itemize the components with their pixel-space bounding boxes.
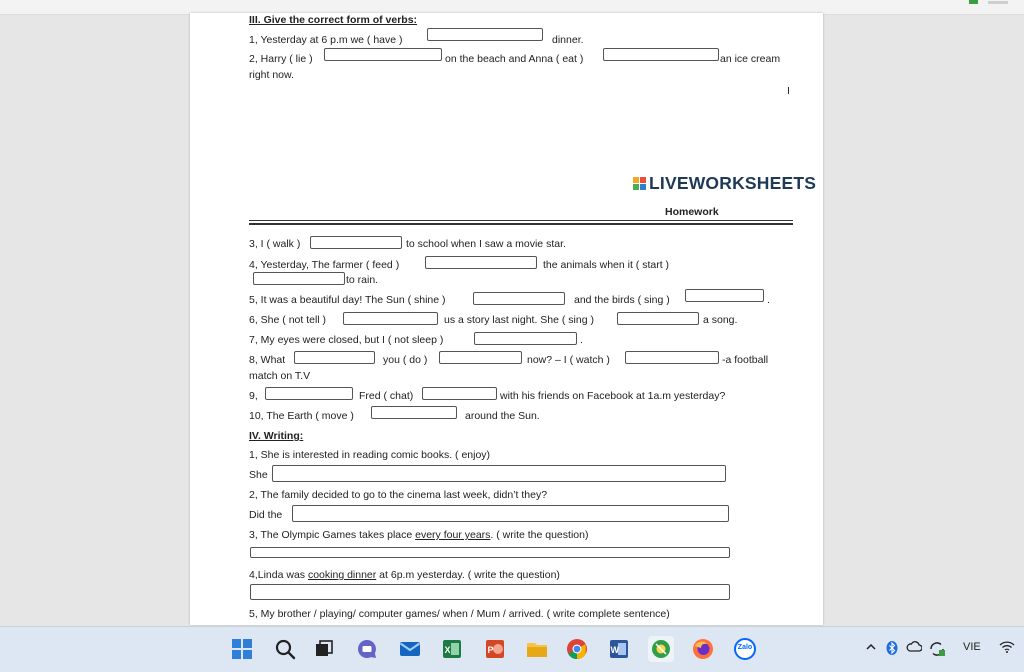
teams-chat-icon[interactable] — [354, 636, 380, 662]
svg-text:X: X — [444, 645, 451, 655]
w1-text: 1, She is interested in reading comic books. ( enjoy) — [249, 449, 491, 461]
w3-answer-input[interactable] — [250, 547, 730, 558]
q9-answer-input-2[interactable] — [422, 387, 497, 400]
extension-icon[interactable] — [969, 0, 978, 4]
worksheet-page — [190, 13, 823, 625]
q6-text-b: us a story last night. She ( sing ) — [444, 314, 594, 326]
zalo-label: Zalo — [737, 644, 753, 651]
q8-text-d: -a football — [722, 354, 769, 366]
q3-answer-input[interactable] — [310, 236, 402, 249]
w3-text: 3, The Olympic Games takes place every four years. ( write the question) — [249, 529, 589, 541]
windows-start-icon[interactable] — [229, 636, 255, 662]
excel-icon[interactable] — [439, 636, 465, 662]
task-view-icon[interactable] — [311, 636, 337, 662]
q1-answer-input[interactable] — [427, 28, 543, 41]
search-icon[interactable] — [272, 636, 298, 662]
q4-text-c: to rain. — [346, 274, 379, 286]
q4-answer-input-2[interactable] — [253, 272, 345, 285]
wifi-icon[interactable] — [999, 641, 1015, 656]
q6-answer-input-2[interactable] — [617, 312, 699, 325]
q3-text-a: 3, I ( walk ) — [249, 238, 301, 250]
coccoc-browser-icon[interactable] — [648, 636, 674, 662]
q2-answer-input-1[interactable] — [324, 48, 442, 61]
language-indicator[interactable]: VIE — [963, 641, 981, 653]
q8-text-c: now? – I ( watch ) — [527, 354, 610, 366]
liveworksheets-logo — [633, 173, 816, 193]
divider-bottom — [249, 223, 793, 225]
logo-text: LIVEWORKSHEETS — [649, 172, 817, 193]
q8-text-b: you ( do ) — [383, 354, 428, 366]
divider-top — [249, 220, 793, 221]
w2-prefix: Did the — [249, 509, 283, 521]
w2-text: 2, The family decided to go to the cinema last week, didn’t they? — [249, 489, 548, 501]
w4-text: 4,Linda was cooking dinner at 6p.m yesterday. ( write the question) — [249, 569, 560, 581]
q6-text-c: a song. — [703, 314, 738, 326]
q2-text-c: an ice cream — [720, 53, 781, 65]
logo-squares-icon — [633, 177, 646, 190]
homework-label: Homework — [665, 206, 719, 218]
q9-text-a: 9, — [249, 390, 258, 402]
svg-text:P: P — [487, 645, 494, 655]
word-icon[interactable] — [606, 636, 632, 662]
section-4-title: IV. Writing: — [249, 430, 304, 442]
chrome-icon[interactable] — [564, 636, 590, 662]
q1-text-a: 1, Yesterday at 6 p.m we ( have ) — [249, 34, 403, 46]
q5-answer-input-1[interactable] — [473, 292, 565, 305]
zalo-icon[interactable] — [732, 636, 758, 662]
q3-text-b: to school when I saw a movie star. — [406, 238, 566, 250]
q4-text-b: the animals when it ( start ) — [543, 259, 670, 271]
svg-text:W: W — [610, 645, 619, 655]
q8-answer-input-1[interactable] — [294, 351, 375, 364]
q6-answer-input-1[interactable] — [343, 312, 438, 325]
q7-text-a: 7, My eyes were closed, but I ( not sleep ) — [249, 334, 444, 346]
q9-text-b: Fred ( chat) — [359, 390, 414, 402]
w4-answer-input[interactable] — [250, 584, 730, 600]
w5-text: 5, My brother / playing/ computer games/ when / Mum / arrived. ( write complete sentence) — [249, 608, 670, 620]
powerpoint-icon[interactable] — [482, 636, 508, 662]
q8-answer-input-2[interactable] — [439, 351, 522, 364]
firefox-icon[interactable] — [690, 636, 716, 662]
sync-icon[interactable] — [928, 641, 946, 660]
w1-answer-input[interactable] — [272, 465, 726, 482]
q5-text-b: and the birds ( sing ) — [574, 294, 670, 306]
w3-underlined: every four years — [415, 529, 491, 541]
q7-answer-input[interactable] — [474, 332, 577, 345]
q6-text-a: 6, She ( not tell ) — [249, 314, 327, 326]
q10-text-a: 10, The Earth ( move ) — [249, 410, 354, 422]
q8-text-e: match on T.V — [249, 370, 311, 382]
w4-underlined: cooking dinner — [307, 569, 377, 581]
q2-text-b: on the beach and Anna ( eat ) — [445, 53, 584, 65]
q8-text-a: 8, What — [249, 354, 286, 366]
q4-text-a: 4, Yesterday, The farmer ( feed ) — [249, 259, 400, 271]
q7-text-b: . — [580, 334, 583, 346]
section-3-title: III. Give the correct form of verbs: — [249, 14, 418, 26]
w1-prefix: She — [249, 469, 268, 481]
onedrive-cloud-icon[interactable] — [906, 641, 922, 656]
q5-text-a: 5, It was a beautiful day! The Sun ( shine ) — [249, 294, 446, 306]
bluetooth-icon[interactable] — [886, 641, 898, 658]
window-control[interactable] — [988, 1, 1008, 4]
q10-answer-input[interactable] — [371, 406, 457, 419]
q9-text-c: with his friends on Facebook at 1a.m yesterday? — [500, 390, 726, 402]
q2-text-a: 2, Harry ( lie ) — [249, 53, 313, 65]
q1-text-b: dinner. — [552, 34, 584, 46]
q2-answer-input-2[interactable] — [603, 48, 719, 61]
w2-answer-input[interactable] — [292, 505, 729, 522]
text-cursor: I — [787, 85, 790, 97]
windows-taskbar — [0, 626, 1024, 672]
q4-answer-input-1[interactable] — [425, 256, 537, 269]
q8-answer-input-3[interactable] — [625, 351, 719, 364]
mail-icon[interactable] — [397, 636, 423, 662]
tray-overflow-chevron-icon[interactable] — [865, 641, 877, 656]
q9-answer-input-1[interactable] — [265, 387, 353, 400]
q5-text-c: . — [767, 294, 770, 306]
q10-text-b: around the Sun. — [465, 410, 540, 422]
q2-text-d: right now. — [249, 69, 294, 81]
file-explorer-icon[interactable] — [524, 636, 550, 662]
q5-answer-input-2[interactable] — [685, 289, 764, 302]
